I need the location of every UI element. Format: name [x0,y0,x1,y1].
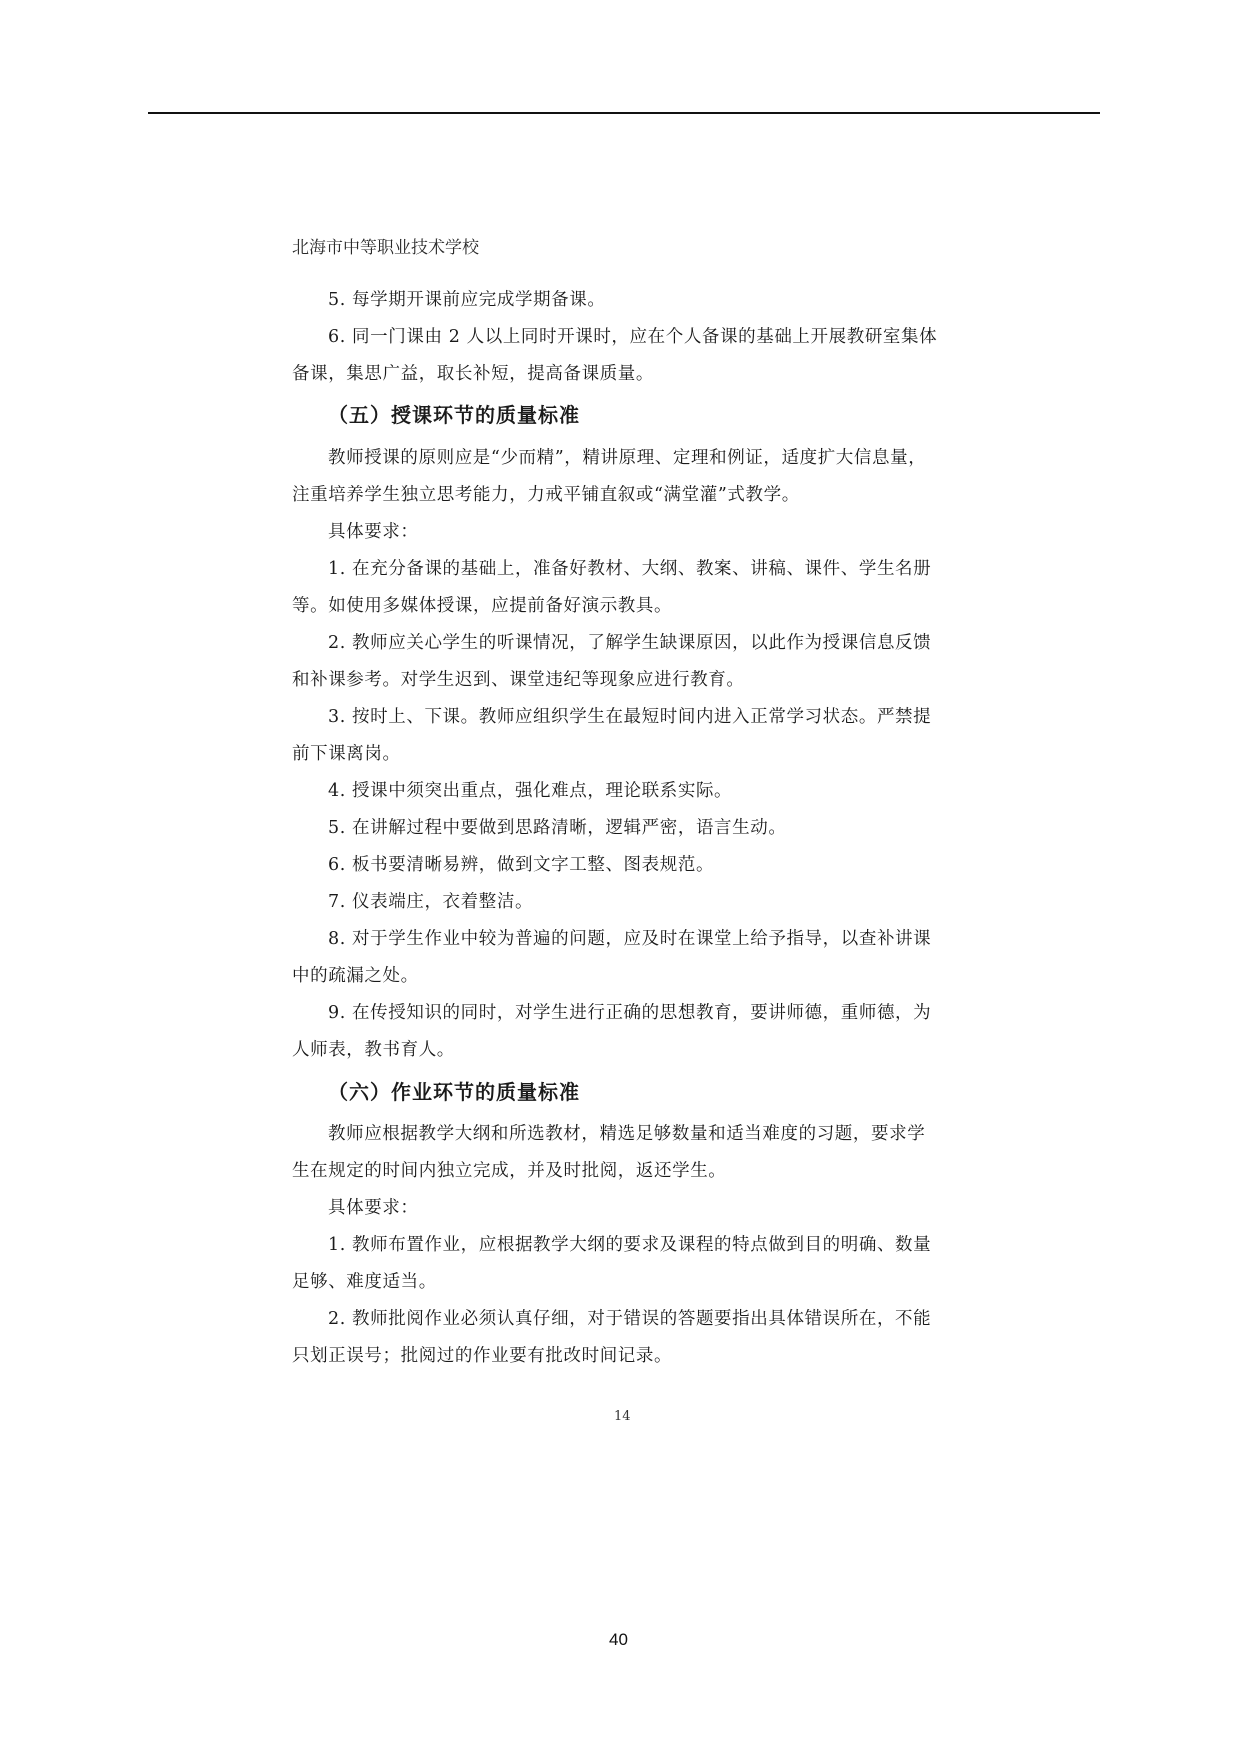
section-heading-6: （六）作业环节的质量标准 [328,1080,580,1104]
school-name: 北海市中等职业技术学校 [292,238,479,258]
paragraph-line: 教师应根据教学大纲和所选教材，精选足够数量和适当难度的习题，要求学 [328,1124,926,1144]
paragraph-line: 人师表，教书育人。 [292,1040,455,1060]
paragraph-line: 注重培养学生独立思考能力，力戒平铺直叙或“满堂灌”式教学。 [292,485,800,505]
paragraph-line: 只划正误号；批阅过的作业要有批改时间记录。 [292,1346,673,1366]
paragraph-line: 等。如使用多媒体授课，应提前备好演示教具。 [292,596,673,616]
paragraph-line: 足够、难度适当。 [292,1272,437,1292]
section-heading-5: （五）授课环节的质量标准 [328,403,580,427]
paragraph-line: 7. 仪表端庄，衣着整洁。 [328,892,534,912]
paragraph-line: 教师授课的原则应是“少而精”，精讲原理、定理和例证，适度扩大信息量， [328,448,927,468]
paragraph-line: 具体要求： [328,522,419,542]
paragraph-line: 备课，集思广益，取长补短，提高备课质量。 [292,364,654,384]
paragraph-line: 4. 授课中须突出重点，强化难点，理论联系实际。 [328,781,733,801]
paragraph-line: 具体要求： [328,1198,419,1218]
paragraph-line: 5. 在讲解过程中要做到思路清晰，逻辑严密，语言生动。 [328,818,787,838]
paragraph-line: 2. 教师应关心学生的听课情况，了解学生缺课原因，以此作为授课信息反馈 [328,633,932,653]
paragraph-line: 2. 教师批阅作业必须认真仔细，对于错误的答题要指出具体错误所在，不能 [328,1309,932,1329]
paragraph-line: 1. 在充分备课的基础上，准备好教材、大纲、教案、讲稿、课件、学生名册 [328,559,932,579]
header-rule [148,112,1100,114]
paragraph-line: 9. 在传授知识的同时，对学生进行正确的思想教育，要讲师德，重师德，为 [328,1003,932,1023]
inner-page-number: 14 [614,1409,631,1424]
paragraph-line: 前下课离岗。 [292,744,401,764]
paragraph-line: 6. 同一门课由 2 人以上同时开课时，应在个人备课的基础上开展教研室集体 [328,327,938,347]
paragraph-line: 5. 每学期开课前应完成学期备课。 [328,290,606,310]
paragraph-line: 6. 板书要清晰易辨，做到文字工整、图表规范。 [328,855,715,875]
page-number: 40 [609,1630,628,1649]
paragraph-line: 和补课参考。对学生迟到、课堂违纪等现象应进行教育。 [292,670,745,690]
paragraph-line: 8. 对于学生作业中较为普遍的问题，应及时在课堂上给予指导，以查补讲课 [328,929,932,949]
paragraph-line: 中的疏漏之处。 [292,966,419,986]
paragraph-line: 1. 教师布置作业，应根据教学大纲的要求及课程的特点做到目的明确、数量 [328,1235,932,1255]
paragraph-line: 3. 按时上、下课。教师应组织学生在最短时间内进入正常学习状态。严禁提 [328,707,932,727]
paragraph-line: 生在规定的时间内独立完成，并及时批阅，返还学生。 [292,1161,727,1181]
